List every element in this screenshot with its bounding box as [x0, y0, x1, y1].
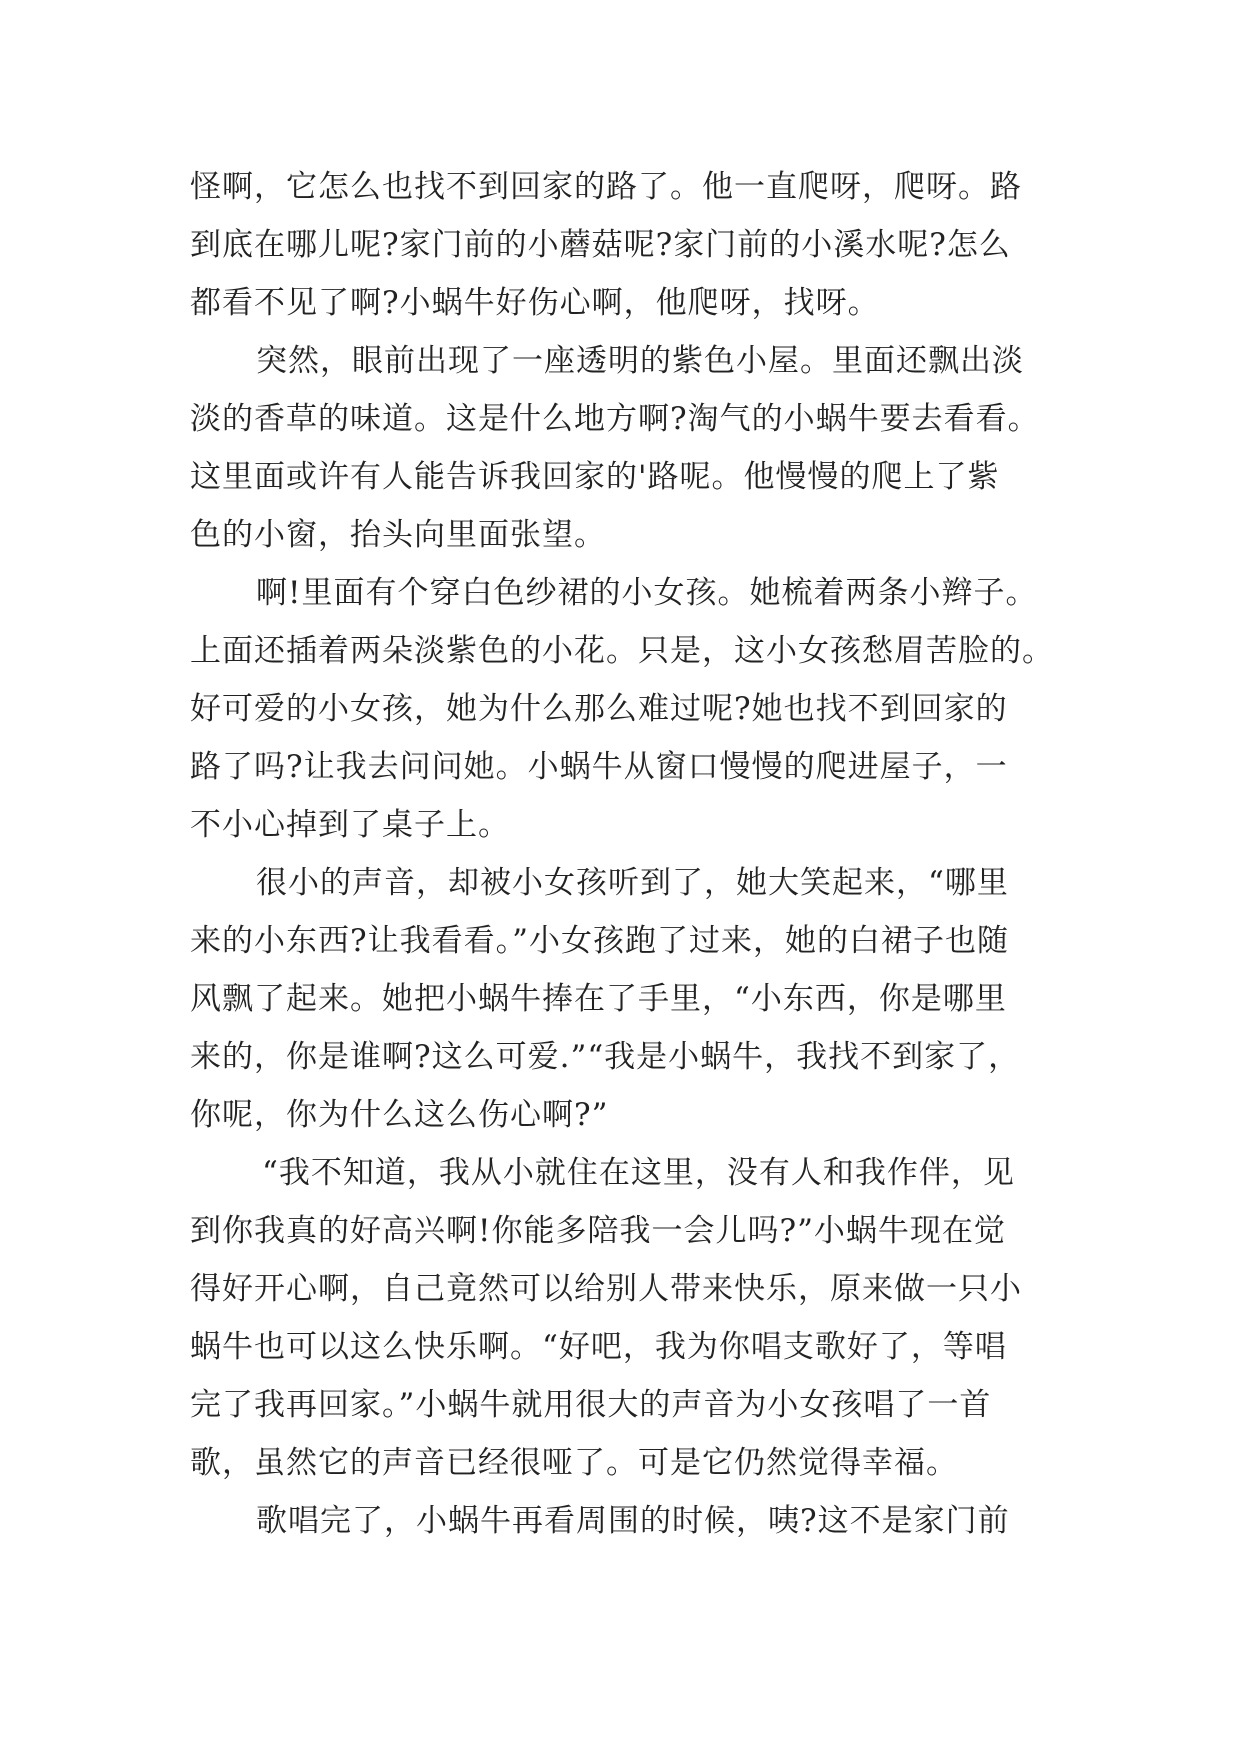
text-line: 上面还插着两朵淡紫色的小花。只是，这小女孩愁眉苦脸的。 — [190, 633, 1054, 669]
text-line: 歌，虽然它的声音已经很哑了。可是它仍然觉得幸福。 — [190, 1445, 958, 1481]
text-line: 你呢，你为什么这么伤心啊?” — [190, 1097, 609, 1133]
paragraph-start-line: 很小的声音，却被小女孩听到了，她大笑起来，“哪里 — [256, 865, 1009, 901]
text-line: 到底在哪儿呢?家门前的小蘑菇呢?家门前的小溪水呢?怎么 — [190, 227, 1011, 263]
text-line: 不小心掉到了桌子上。 — [190, 807, 510, 843]
text-line: 到你我真的好高兴啊!你能多陪我一会儿吗?”小蜗牛现在觉 — [190, 1213, 1006, 1249]
text-line: 得好开心啊，自己竟然可以给别人带来快乐，原来做一只小 — [190, 1271, 1022, 1307]
paragraph-start-line: “我不知道，我从小就住在这里，没有人和我作伴，见 — [262, 1155, 1015, 1191]
text-line: 风飘了起来。她把小蜗牛捧在了手里，“小东西，你是哪里 — [190, 981, 1007, 1017]
paragraph-start-line: 歌唱完了，小蜗牛再看周围的时候，咦?这不是家门前 — [256, 1503, 1010, 1539]
text-line: 蜗牛也可以这么快乐啊。“好吧，我为你唱支歌好了，等唱 — [190, 1329, 1007, 1365]
text-line: 怪啊，它怎么也找不到回家的路了。他一直爬呀，爬呀。路 — [190, 169, 1022, 205]
text-line: 好可爱的小女孩，她为什么那么难过呢?她也找不到回家的 — [190, 691, 1008, 727]
text-line: 色的小窗，抬头向里面张望。 — [190, 517, 606, 553]
text-line: 都看不见了啊?小蜗牛好伤心啊，他爬呀，找呀。 — [190, 285, 880, 321]
paragraph-start-line: 啊!里面有个穿白色纱裙的小女孩。她梳着两条小辫子。 — [256, 575, 1038, 611]
text-line: 完了我再回家。”小蜗牛就用很大的声音为小女孩唱了一首 — [190, 1387, 992, 1423]
text-line: 路了吗?让我去问问她。小蜗牛从窗口慢慢的爬进屋子，一 — [190, 749, 1008, 785]
text-line: 这里面或许有人能告诉我回家的'路呢。他慢慢的爬上了紫 — [190, 459, 1000, 495]
text-line: 淡的香草的味道。这是什么地方啊?淘气的小蜗牛要去看看。 — [190, 401, 1040, 437]
text-line: 来的小东西?让我看看。”小女孩跑了过来，她的白裙子也随 — [190, 923, 1009, 959]
document-page — [190, 158, 1060, 1550]
paragraph-start-line: 突然，眼前出现了一座透明的紫色小屋。里面还飘出淡 — [256, 343, 1024, 379]
text-line: 来的，你是谁啊?这么可爱.”“我是小蜗牛，我找不到家了， — [190, 1039, 1021, 1075]
